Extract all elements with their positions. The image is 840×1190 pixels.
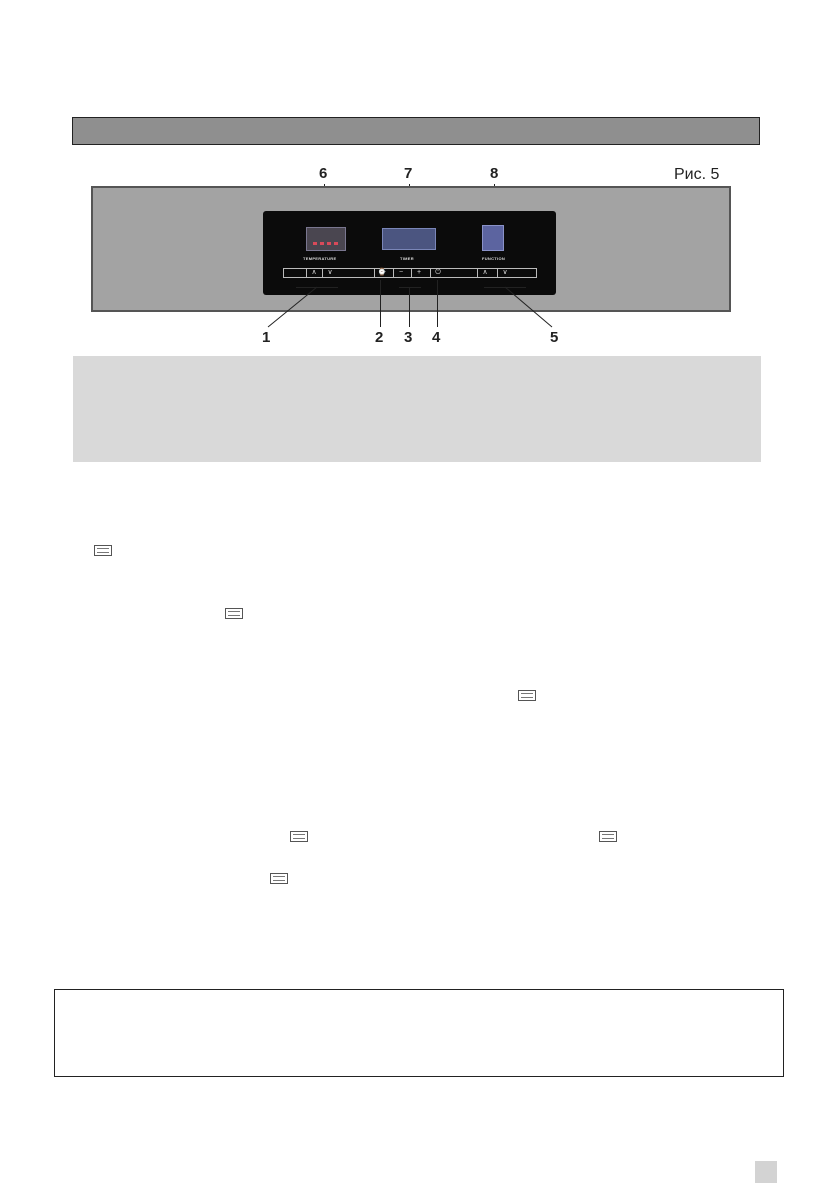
timer-plus-key[interactable]: + [411, 268, 426, 278]
auto-icon [225, 608, 243, 619]
temp-down-key[interactable]: ∨ [322, 268, 337, 278]
temperature-leds [313, 242, 339, 245]
function-caption: FUNCTION [482, 256, 506, 261]
auto-icon [518, 690, 536, 701]
clock-icon: ⌚ [377, 269, 387, 276]
diagonal-leaders [260, 285, 560, 330]
leader-5 [505, 287, 552, 327]
temp-up-key[interactable]: ∧ [306, 268, 321, 278]
power-icon: ⏻ [435, 269, 441, 276]
function-display [482, 225, 504, 251]
leader-1 [268, 287, 317, 327]
figure-label: Рис. 5 [674, 166, 720, 183]
callout-3: 3 [404, 329, 413, 346]
note-box [73, 356, 761, 462]
func-up-key[interactable]: ∧ [477, 268, 492, 278]
touch-panel [263, 211, 556, 295]
callout-5: 5 [550, 329, 559, 346]
timer-display [382, 228, 436, 250]
auto-icon [599, 831, 617, 842]
warning-box [54, 989, 784, 1077]
power-key[interactable] [430, 268, 445, 278]
auto-icon [290, 831, 308, 842]
temperature-caption: TEMPERATURE [303, 256, 337, 261]
temperature-display [306, 227, 346, 251]
auto-icon [270, 873, 288, 884]
callout-7: 7 [404, 165, 413, 182]
callout-6: 6 [319, 165, 328, 182]
timer-minus-key[interactable]: − [393, 268, 408, 278]
callout-1: 1 [262, 329, 271, 346]
callout-8: 8 [490, 165, 499, 182]
func-down-key[interactable]: ∨ [497, 268, 512, 278]
page-number-marker [755, 1161, 777, 1183]
callout-2: 2 [375, 329, 384, 346]
clock-key[interactable] [374, 268, 389, 278]
timer-caption: TIMER [400, 256, 414, 261]
auto-icon [94, 545, 112, 556]
callout-4: 4 [432, 329, 441, 346]
section-title-bar [72, 117, 760, 145]
